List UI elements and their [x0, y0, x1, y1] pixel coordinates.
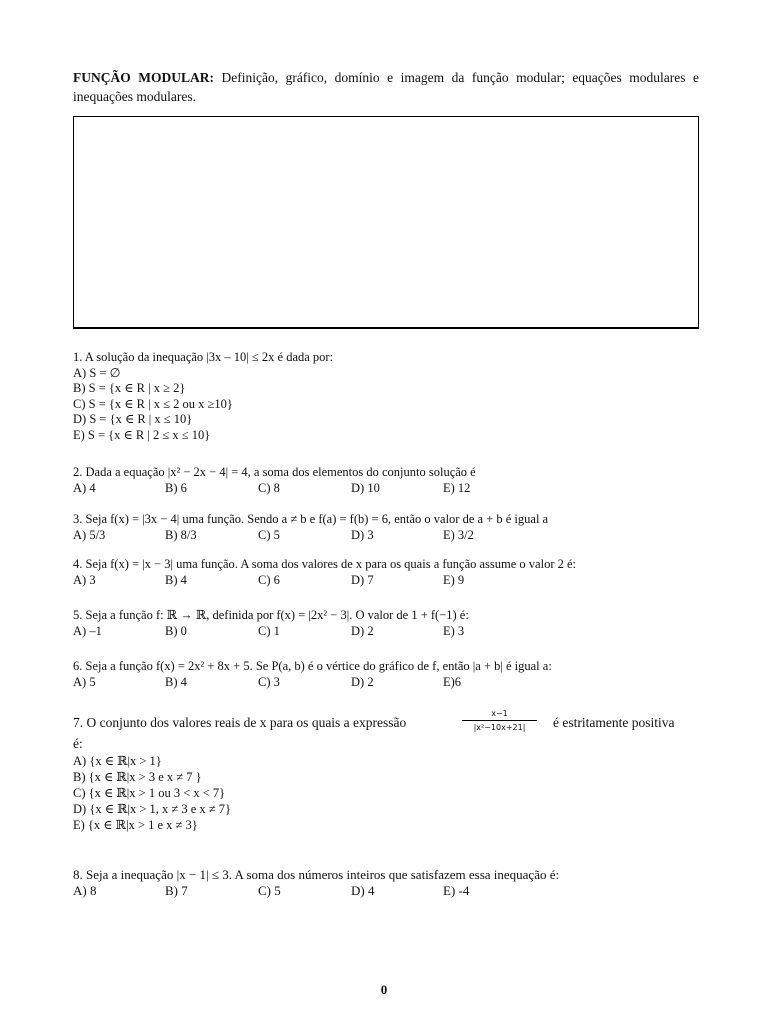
question-stem: 6. Seja a função f(x) = 2x² + 8x + 5. Se P(a, b) é o vértice do gráfico de f, então |a + b| é igual a:: [73, 659, 552, 673]
option-d: D) 10: [351, 480, 380, 495]
option-d: D) 2: [351, 623, 374, 638]
options-row: [73, 883, 699, 899]
question-stem: 4. Seja f(x) = |x − 3| uma função. A soma dos valores de x para os quais a função assume o valor 2 é:: [73, 557, 577, 571]
option-b: B) 0: [165, 623, 187, 638]
option-e: E) 12: [443, 480, 471, 495]
question-stem: 3. Seja f(x) = |3x − 4| uma função. Sendo a ≠ b e f(a) = f(b) = 6, então o valor de a + b é igual a: [73, 512, 549, 526]
worksheet-header: [73, 68, 699, 106]
option-b: B) 7: [165, 882, 188, 898]
option-b: B) S = {x ∈ R | x ≥ 2}: [73, 381, 186, 395]
fraction-denominator: |x²−10x+21|: [473, 723, 526, 732]
option-e: E) -4: [443, 882, 470, 898]
fraction-numerator: x−1: [462, 708, 537, 721]
question-5: [73, 608, 699, 640]
option-a: A) {x ∈ ℝ|x > 1}: [73, 754, 162, 768]
header-description: Definição, gráfico, domínio e imagem da função modular; equações modulares e inequações modulares.: [73, 70, 700, 104]
option-e: E) {x ∈ ℝ|x > 1 e x ≠ 3}: [73, 818, 198, 832]
option-b: B) {x ∈ ℝ|x > 3 e x ≠ 7 }: [73, 770, 202, 784]
option-e: E) S = {x ∈ R | 2 ≤ x ≤ 10}: [73, 427, 211, 442]
option-b: B) 8/3: [165, 527, 197, 542]
question-3: [73, 512, 699, 544]
option-c: C) 5: [258, 527, 280, 542]
page-number: 0: [380, 982, 388, 997]
option-e: E) 3: [443, 623, 465, 638]
option-c: C) 6: [258, 572, 280, 587]
fraction-expression: [462, 708, 537, 733]
option-a: A) 8: [73, 882, 97, 898]
question-2: [73, 465, 699, 497]
option-c: C) S = {x ∈ R | x ≤ 2 ou x ≥10}: [73, 396, 233, 411]
question-stem: 8. Seja a inequação |x − 1| ≤ 3. A soma dos números inteiros que satisfazem essa inequação é:: [73, 867, 560, 882]
question-stem-row: [73, 709, 699, 735]
header-title: FUNÇÃO MODULAR:: [73, 70, 214, 85]
question-1: [73, 350, 699, 443]
options-row: [73, 528, 699, 544]
option-d: D) 2: [351, 674, 374, 689]
option-a: A) 5/3: [73, 527, 106, 542]
option-c: C) 8: [258, 480, 280, 495]
option-a: A) 3: [73, 572, 96, 587]
option-c: C) 1: [258, 623, 280, 638]
option-d: D) S = {x ∈ R | x ≤ 10}: [73, 412, 193, 426]
option-b: B) 6: [165, 480, 187, 495]
question-7: [73, 709, 699, 833]
options-row: [73, 624, 699, 640]
option-d: D) 7: [351, 572, 374, 587]
question-stem: 2. Dada a equação |x² − 2x − 4| = 4, a soma dos elementos do conjunto solução é: [73, 465, 476, 479]
blank-notes-box: [73, 116, 699, 329]
option-e: E) 3/2: [443, 527, 474, 542]
question-stem: 1. A solução da inequação |3x – 10| ≤ 2x é dada por:: [73, 350, 334, 364]
question-stem-end: é estritamente positiva: [553, 715, 675, 730]
option-c: C) {x ∈ ℝ|x > 1 ou 3 < x < 7}: [73, 786, 226, 800]
option-d: D) {x ∈ ℝ|x > 1, x ≠ 3 e x ≠ 7}: [73, 802, 232, 816]
option-a: A) S = ∅: [73, 365, 121, 380]
option-d: D) 3: [351, 527, 374, 542]
question-6: [73, 659, 699, 691]
question-4: [73, 557, 699, 589]
question-stem: 5. Seja a função f: ℝ → ℝ, definida por f(x) = |2x² − 3|. O valor de 1 + f(−1) é:: [73, 608, 469, 622]
option-a: A) 5: [73, 674, 96, 689]
option-e: E)6: [443, 674, 462, 689]
option-e: E) 9: [443, 572, 465, 587]
option-c: C) 3: [258, 674, 280, 689]
question-stem-continuation: é:: [73, 736, 83, 751]
option-b: B) 4: [165, 674, 187, 689]
option-a: A) –1: [73, 623, 102, 638]
option-a: A) 4: [73, 480, 96, 495]
option-c: C) 5: [258, 882, 281, 898]
question-stem: 7. O conjunto dos valores reais de x para os quais a expressão: [73, 715, 407, 730]
option-b: B) 4: [165, 572, 187, 587]
options-row: [73, 481, 699, 497]
options-row: [73, 573, 699, 589]
options-row: [73, 675, 699, 691]
question-8: [73, 867, 699, 899]
option-d: D) 4: [351, 882, 375, 898]
